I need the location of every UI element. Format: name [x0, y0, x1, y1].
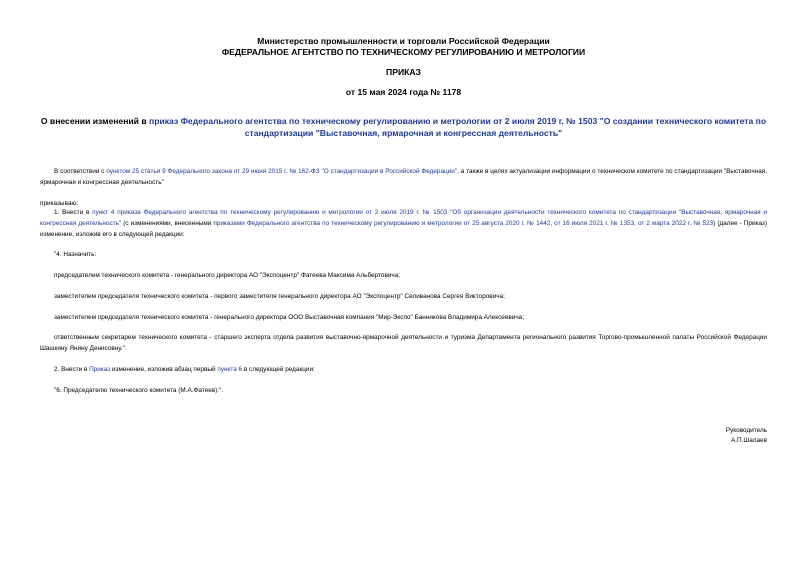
title-prefix: О внесении изменений в [40, 116, 150, 126]
item-6-link[interactable]: пункта 6 [217, 366, 243, 373]
item-1-text-3: ) (далее - Приказ) изменение, изложив его в следующей редакции: [40, 220, 767, 238]
agency-name: ФЕДЕРАЛЬНОЕ АГЕНТСТВО ПО ТЕХНИЧЕСКОМУ РЕГУЛИРОВАНИЮ И МЕТРОЛОГИИ [221, 47, 586, 57]
item-1-paragraph [40, 207, 767, 240]
ministry-name: Министерство промышленности и торговли Российской Федерации [257, 36, 550, 46]
item-2-text-3: в следующей редакции: [242, 366, 315, 373]
document-type: ПРИКАЗ [386, 67, 421, 77]
chairman-paragraph: председателем технического комитета - генерального директора АО "Экспоцентр" Фатеева Максима Альбертовича; [54, 272, 401, 279]
orders-word: приказываю: [40, 200, 78, 207]
title-link[interactable]: приказ Федерального агентства по техническому регулированию и метрологии от 2 июля 2019 г. № 1503 "О создании технического комитета по стандартизации "Выставочная, ярмарочная и конгрессная деятельность" [149, 116, 767, 138]
law-link[interactable]: пунктом 25 статьи 9 Федерального закона от 29 июня 2015 г. № 162-ФЗ "О стандартизации в Российской Федерации" [106, 168, 458, 175]
signature-role: Руководитель [725, 427, 767, 434]
deputy-1-paragraph: заместителем председателя технического комитета - первого заместителя генерального директора АО "Экспоцентр" Селиванова Сергея Викторовича; [54, 293, 505, 300]
deputy-2-paragraph: заместителем председателя технического комитета - генерального директора ООО Выставочная компания "Мир-Экспо" Банникова Владимира Алексеевича; [54, 314, 525, 321]
item-2-text-1: 2. Внести в [54, 366, 90, 373]
amending-orders-link[interactable]: приказами Федерального агентства по техническому регулированию и метрологии от 25 августа 2020 г. № 1442, от 16 июля 2021 г. № 1353, от 2 марта 2022 г. № 523 [213, 220, 714, 227]
document-date-number: от 15 мая 2024 года № 1178 [345, 87, 462, 97]
item-2-paragraph [40, 364, 767, 375]
item-1-text-1: 1. Внести в [54, 209, 93, 216]
order-1503-link[interactable]: пункт 4 приказа Федерального агентства по техническому регулированию и метрологии от 2 июля 2019 г. № 1503 "Об организации деятельности технического комитета по стандартизации "Выставочная, ярмарочная и конгрессная деятельность" [40, 209, 767, 227]
signature-name: А.П.Шалаев [730, 437, 767, 444]
document-title [40, 115, 767, 139]
quote-start: "4. Назначить: [54, 251, 97, 258]
intro-text-2: , а также в целях актуализации информации о техническом комитете по стандартизации "Выставочная, ярмарочная и конгрессная деятельность" [40, 168, 767, 186]
order-link[interactable]: Приказ [89, 366, 111, 373]
item-1-text-2: (с изменениями, внесенными [121, 220, 214, 227]
item-2-text-2: изменение, изложив абзац первый [110, 366, 218, 373]
item-2-quote: "6. Председателю технического комитета (М.А.Фатеев):". [54, 387, 224, 394]
secretary-paragraph: ответственным секретарем технического комитета - старшего эксперта отдела развития выставочно-ярмарочной деятельности и туризма Департамента регионального развития Торгово-промышленной палаты Российской Федерации Шашкину Янину Денисовну.". [40, 334, 767, 352]
intro-paragraph [40, 166, 767, 188]
intro-text-1: В соответствии с [54, 168, 107, 175]
